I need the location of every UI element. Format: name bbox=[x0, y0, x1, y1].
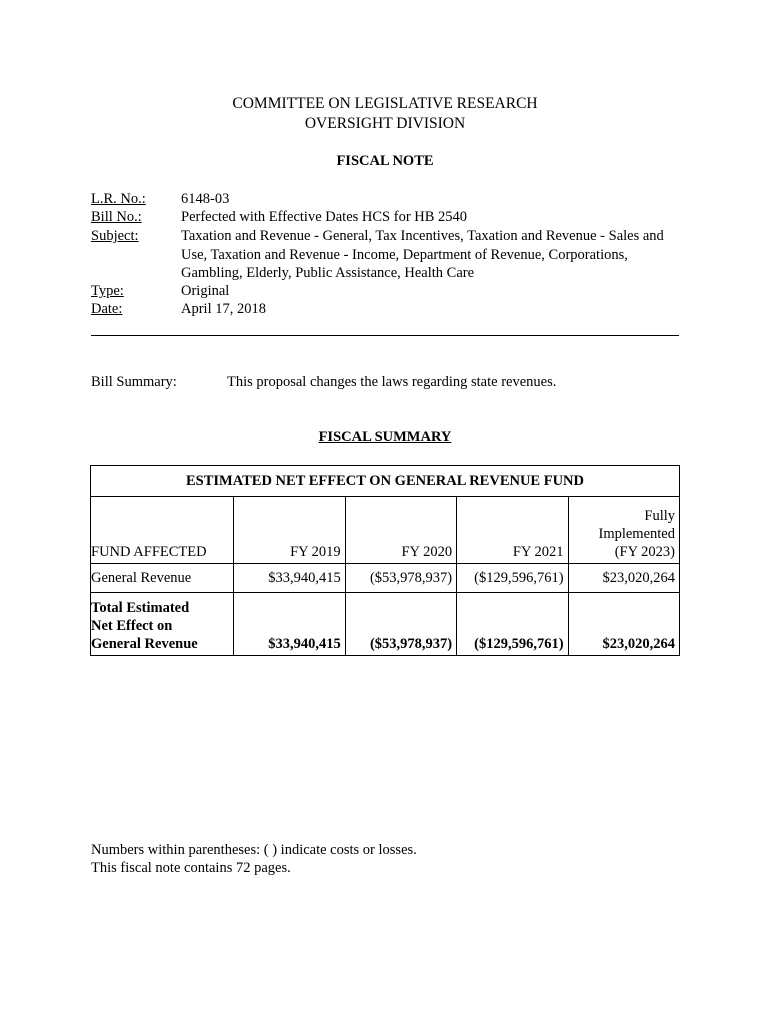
row-value-fy2019: $33,940,415 bbox=[234, 564, 345, 593]
subject-label: Subject: bbox=[91, 228, 139, 244]
header-fully-line: Fully bbox=[644, 508, 675, 524]
division-title: OVERSIGHT DIVISION bbox=[304, 115, 466, 132]
total-label bbox=[91, 593, 234, 656]
parentheses-note: Numbers within parentheses: ( ) indicate costs or losses. bbox=[91, 842, 417, 858]
bill-no-label: Bill No.: bbox=[91, 209, 142, 225]
total-label-line3: General Revenue bbox=[91, 636, 198, 652]
total-value-fy2020: ($53,978,937) bbox=[345, 593, 456, 656]
bill-no-value: Perfected with Effective Dates HCS for HB 2540 bbox=[181, 209, 468, 225]
type-value: Original bbox=[181, 283, 230, 299]
header-fy2021: FY 2021 bbox=[457, 497, 568, 564]
divider-line bbox=[91, 335, 679, 336]
general-revenue-table bbox=[90, 465, 680, 656]
date-value: April 17, 2018 bbox=[181, 301, 266, 317]
row-value-fy2020: ($53,978,937) bbox=[345, 564, 456, 593]
total-label-line2: Net Effect on bbox=[91, 618, 173, 634]
header-fy2023-line: (FY 2023) bbox=[614, 544, 675, 560]
subject-value: Taxation and Revenue - General, Tax Incentives, Taxation and Revenue - Sales and Use, Taxation and Revenue - Income, Department of Revenue, Corporations, Gambling, Elderly, Public Assistance, Health Care bbox=[181, 228, 664, 281]
committee-title: COMMITTEE ON LEGISLATIVE RESEARCH bbox=[232, 95, 538, 112]
total-value-fy2023: $23,020,264 bbox=[568, 593, 679, 656]
lr-no-label: L.R. No.: bbox=[91, 191, 146, 207]
header-fund-affected: FUND AFFECTED bbox=[91, 497, 234, 564]
header-implemented-line: Implemented bbox=[598, 526, 675, 542]
fiscal-note-title: FISCAL NOTE bbox=[336, 153, 434, 169]
type-label: Type: bbox=[91, 283, 124, 299]
bill-summary-label: Bill Summary: bbox=[91, 374, 177, 390]
row-value-fy2021: ($129,596,761) bbox=[457, 564, 568, 593]
total-value-fy2019: $33,940,415 bbox=[234, 593, 345, 656]
total-value-fy2021: ($129,596,761) bbox=[457, 593, 568, 656]
bill-summary-text: This proposal changes the laws regarding state revenues. bbox=[227, 374, 557, 390]
table-row bbox=[91, 564, 680, 593]
table-caption: ESTIMATED NET EFFECT ON GENERAL REVENUE FUND bbox=[91, 466, 680, 497]
date-label: Date: bbox=[91, 301, 123, 317]
header-fy2019: FY 2019 bbox=[234, 497, 345, 564]
header-fy2020: FY 2020 bbox=[345, 497, 456, 564]
page-count-note: This fiscal note contains 72 pages. bbox=[91, 860, 291, 876]
fiscal-summary-title: FISCAL SUMMARY bbox=[318, 429, 452, 445]
total-row bbox=[91, 593, 680, 656]
lr-no-value: 6148-03 bbox=[181, 191, 230, 207]
header-fully-implemented bbox=[568, 497, 679, 564]
row-value-fy2023: $23,020,264 bbox=[568, 564, 679, 593]
total-label-line1: Total Estimated bbox=[91, 600, 190, 616]
row-fund-name: General Revenue bbox=[91, 564, 234, 593]
